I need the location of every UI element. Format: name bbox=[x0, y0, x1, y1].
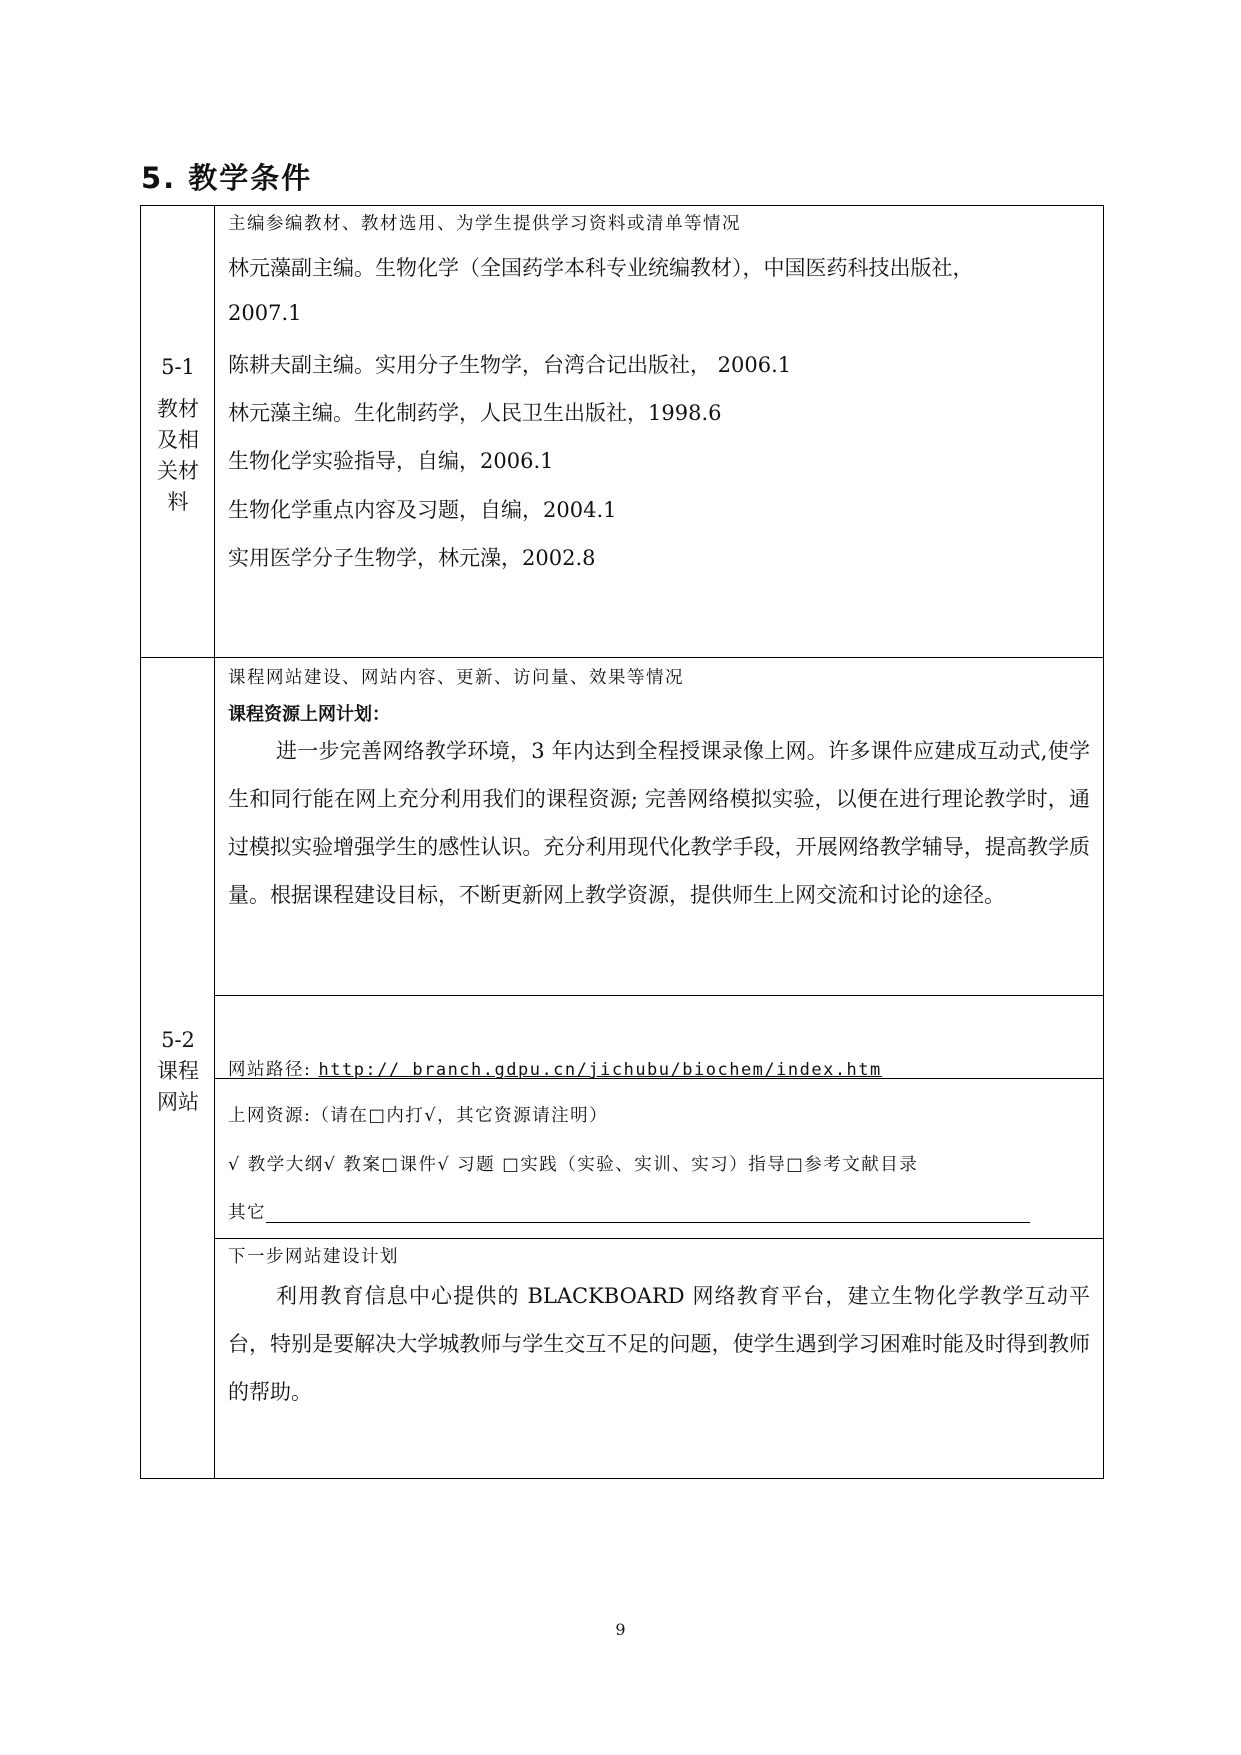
material-item: 生物化学实验指导，自编，2006.1 bbox=[228, 449, 554, 473]
plan-title: 课程资源上网计划： bbox=[228, 704, 390, 725]
website-url[interactable]: http:// branch.gdpu.cn/jichubu/biochem/index.htm bbox=[318, 1060, 882, 1080]
material-item: 2007.1 bbox=[228, 301, 302, 325]
page-number: 9 bbox=[615, 1620, 626, 1639]
website-path-row bbox=[228, 1056, 882, 1081]
plan-paragraph: 进一步完善网络教学环境，3 年内达到全程授课录像上网。许多课件应建成互动式,使学生和同行能在网上充分利用我们的课程资源; 完善网络模拟实验，以便在进行理论教学时，通过模拟实验增强学生的感性认识。充分利用现代化教学手段，开展网络教学辅导，提高教学质量。根据课程建设目标，不断更新网上教学资源，提供师生上网交流和讨论的途径。 bbox=[228, 739, 1090, 907]
row-divider-4 bbox=[214, 1238, 1104, 1239]
section1-label-line: 及相 bbox=[157, 428, 199, 452]
section2-number: 5-2 bbox=[161, 1028, 195, 1052]
other-field-line bbox=[266, 1222, 1030, 1223]
material-item: 林元藻副主编。生物化学（全国药学本科专业统编教材），中国医药科技出版社， bbox=[228, 256, 974, 280]
section1-label bbox=[142, 352, 214, 518]
material-item: 陈耕夫副主编。实用分子生物学，台湾合记出版社， 2006.1 bbox=[228, 353, 792, 377]
section-heading: 5. 教学条件 bbox=[141, 161, 313, 195]
other-label: 其它 bbox=[228, 1203, 266, 1223]
resources-list: √ 教学大纲√ 教案□课件√ 习题 □实践（实验、实训、实习）指导□参考文献目录 bbox=[228, 1155, 919, 1175]
resources-label: 上网资源:（请在□内打√，其它资源请注明） bbox=[228, 1106, 609, 1126]
section1-label-line: 料 bbox=[167, 490, 189, 514]
section2-label-line: 网站 bbox=[157, 1090, 199, 1114]
material-item: 实用医学分子生物学，林元澡，2002.8 bbox=[228, 546, 596, 570]
section1-label-line: 教材 bbox=[157, 397, 199, 421]
section1-number: 5-1 bbox=[161, 355, 195, 379]
column-divider bbox=[214, 205, 215, 1479]
section2-subheading: 课程网站建设、网站内容、更新、访问量、效果等情况 bbox=[228, 668, 684, 688]
website-path-label: 网站路径: bbox=[228, 1060, 312, 1080]
row-divider-2 bbox=[214, 995, 1104, 996]
material-item: 生物化学重点内容及习题，自编，2004.1 bbox=[228, 498, 617, 522]
material-item: 林元藻主编。生化制药学，人民卫生出版社，1998.6 bbox=[228, 401, 722, 425]
next-plan-paragraph: 利用教育信息中心提供的 BLACKBOARD 网络教育平台，建立生物化学教学互动平台，特别是要解决大学城教师与学生交互不足的问题，使学生遇到学习困难时能及时得到教师的帮助。 bbox=[228, 1284, 1090, 1404]
section1-label-line: 关材 bbox=[157, 459, 199, 483]
section2-label bbox=[142, 1025, 214, 1118]
section1-subheading: 主编参编教材、教材选用、为学生提供学习资料或清单等情况 bbox=[228, 214, 741, 234]
section2-label-line: 课程 bbox=[157, 1059, 199, 1083]
next-plan-title: 下一步网站建设计划 bbox=[228, 1247, 399, 1267]
row-divider-1 bbox=[140, 657, 1104, 658]
